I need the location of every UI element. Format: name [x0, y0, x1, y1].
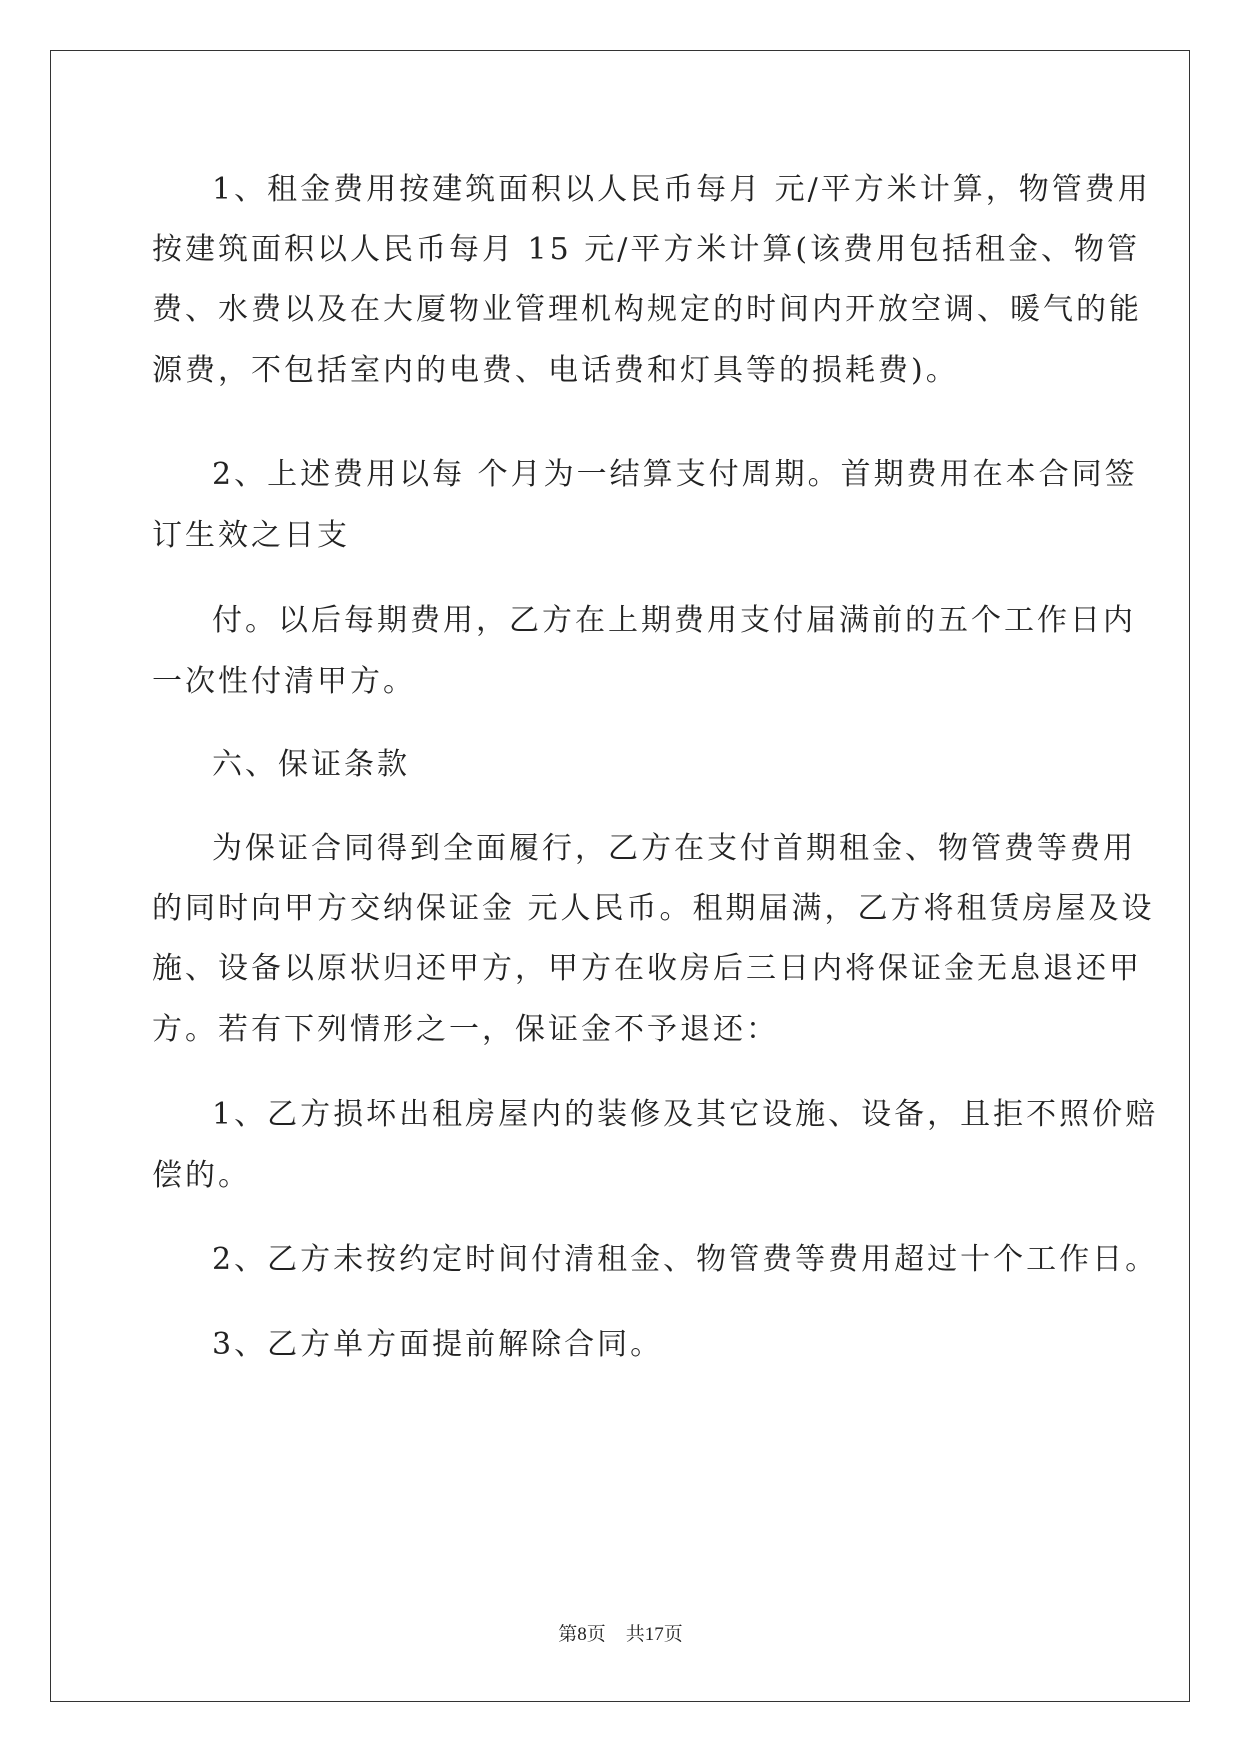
text-line: 为保证合同得到全面履行，乙方在支付首期租金、物管费等费用: [212, 831, 1136, 866]
text-line: 按建筑面积以人民币每月 15 元/平方米计算(该费用包括租金、物管: [152, 232, 1141, 267]
text-line: 费、水费以及在大厦物业管理机构规定的时间内开放空调、暖气的能: [152, 292, 1142, 327]
text-line: 源费，不包括室内的电费、电话费和灯具等的损耗费)。: [152, 353, 959, 388]
text-line: 施、设备以原状归还甲方，甲方在收房后三日内将保证金无息退还甲: [152, 951, 1142, 986]
section-heading: 六、保证条款: [212, 747, 410, 782]
page-number: 第8页: [558, 1624, 606, 1645]
text-line: 付。以后每期费用，乙方在上期费用支付届满前的五个工作日内: [212, 603, 1136, 638]
text-line: 订生效之日支: [152, 518, 350, 553]
text-line: 方。若有下列情形之一，保证金不予退还：: [152, 1012, 779, 1047]
text-line: 偿的。: [152, 1158, 251, 1193]
text-line: 1、租金费用按建筑面积以人民币每月 元/平方米计算，物管费用: [212, 172, 1151, 207]
text-line: 2、上述费用以每 个月为一结算支付周期。首期费用在本合同签: [212, 457, 1138, 492]
page-total: 共17页: [625, 1624, 683, 1645]
page-footer: [0, 1623, 1241, 1647]
text-line: 1、乙方损坏出租房屋内的装修及其它设施、设备，且拒不照价赔: [212, 1097, 1159, 1132]
text-line: 的同时向甲方交纳保证金 元人民币。租期届满，乙方将租赁房屋及设: [152, 891, 1155, 926]
text-line: 3、乙方单方面提前解除合同。: [212, 1327, 664, 1362]
text-line: 一次性付清甲方。: [152, 664, 416, 699]
text-line: 2、乙方未按约定时间付清租金、物管费等费用超过十个工作日。: [212, 1242, 1159, 1277]
